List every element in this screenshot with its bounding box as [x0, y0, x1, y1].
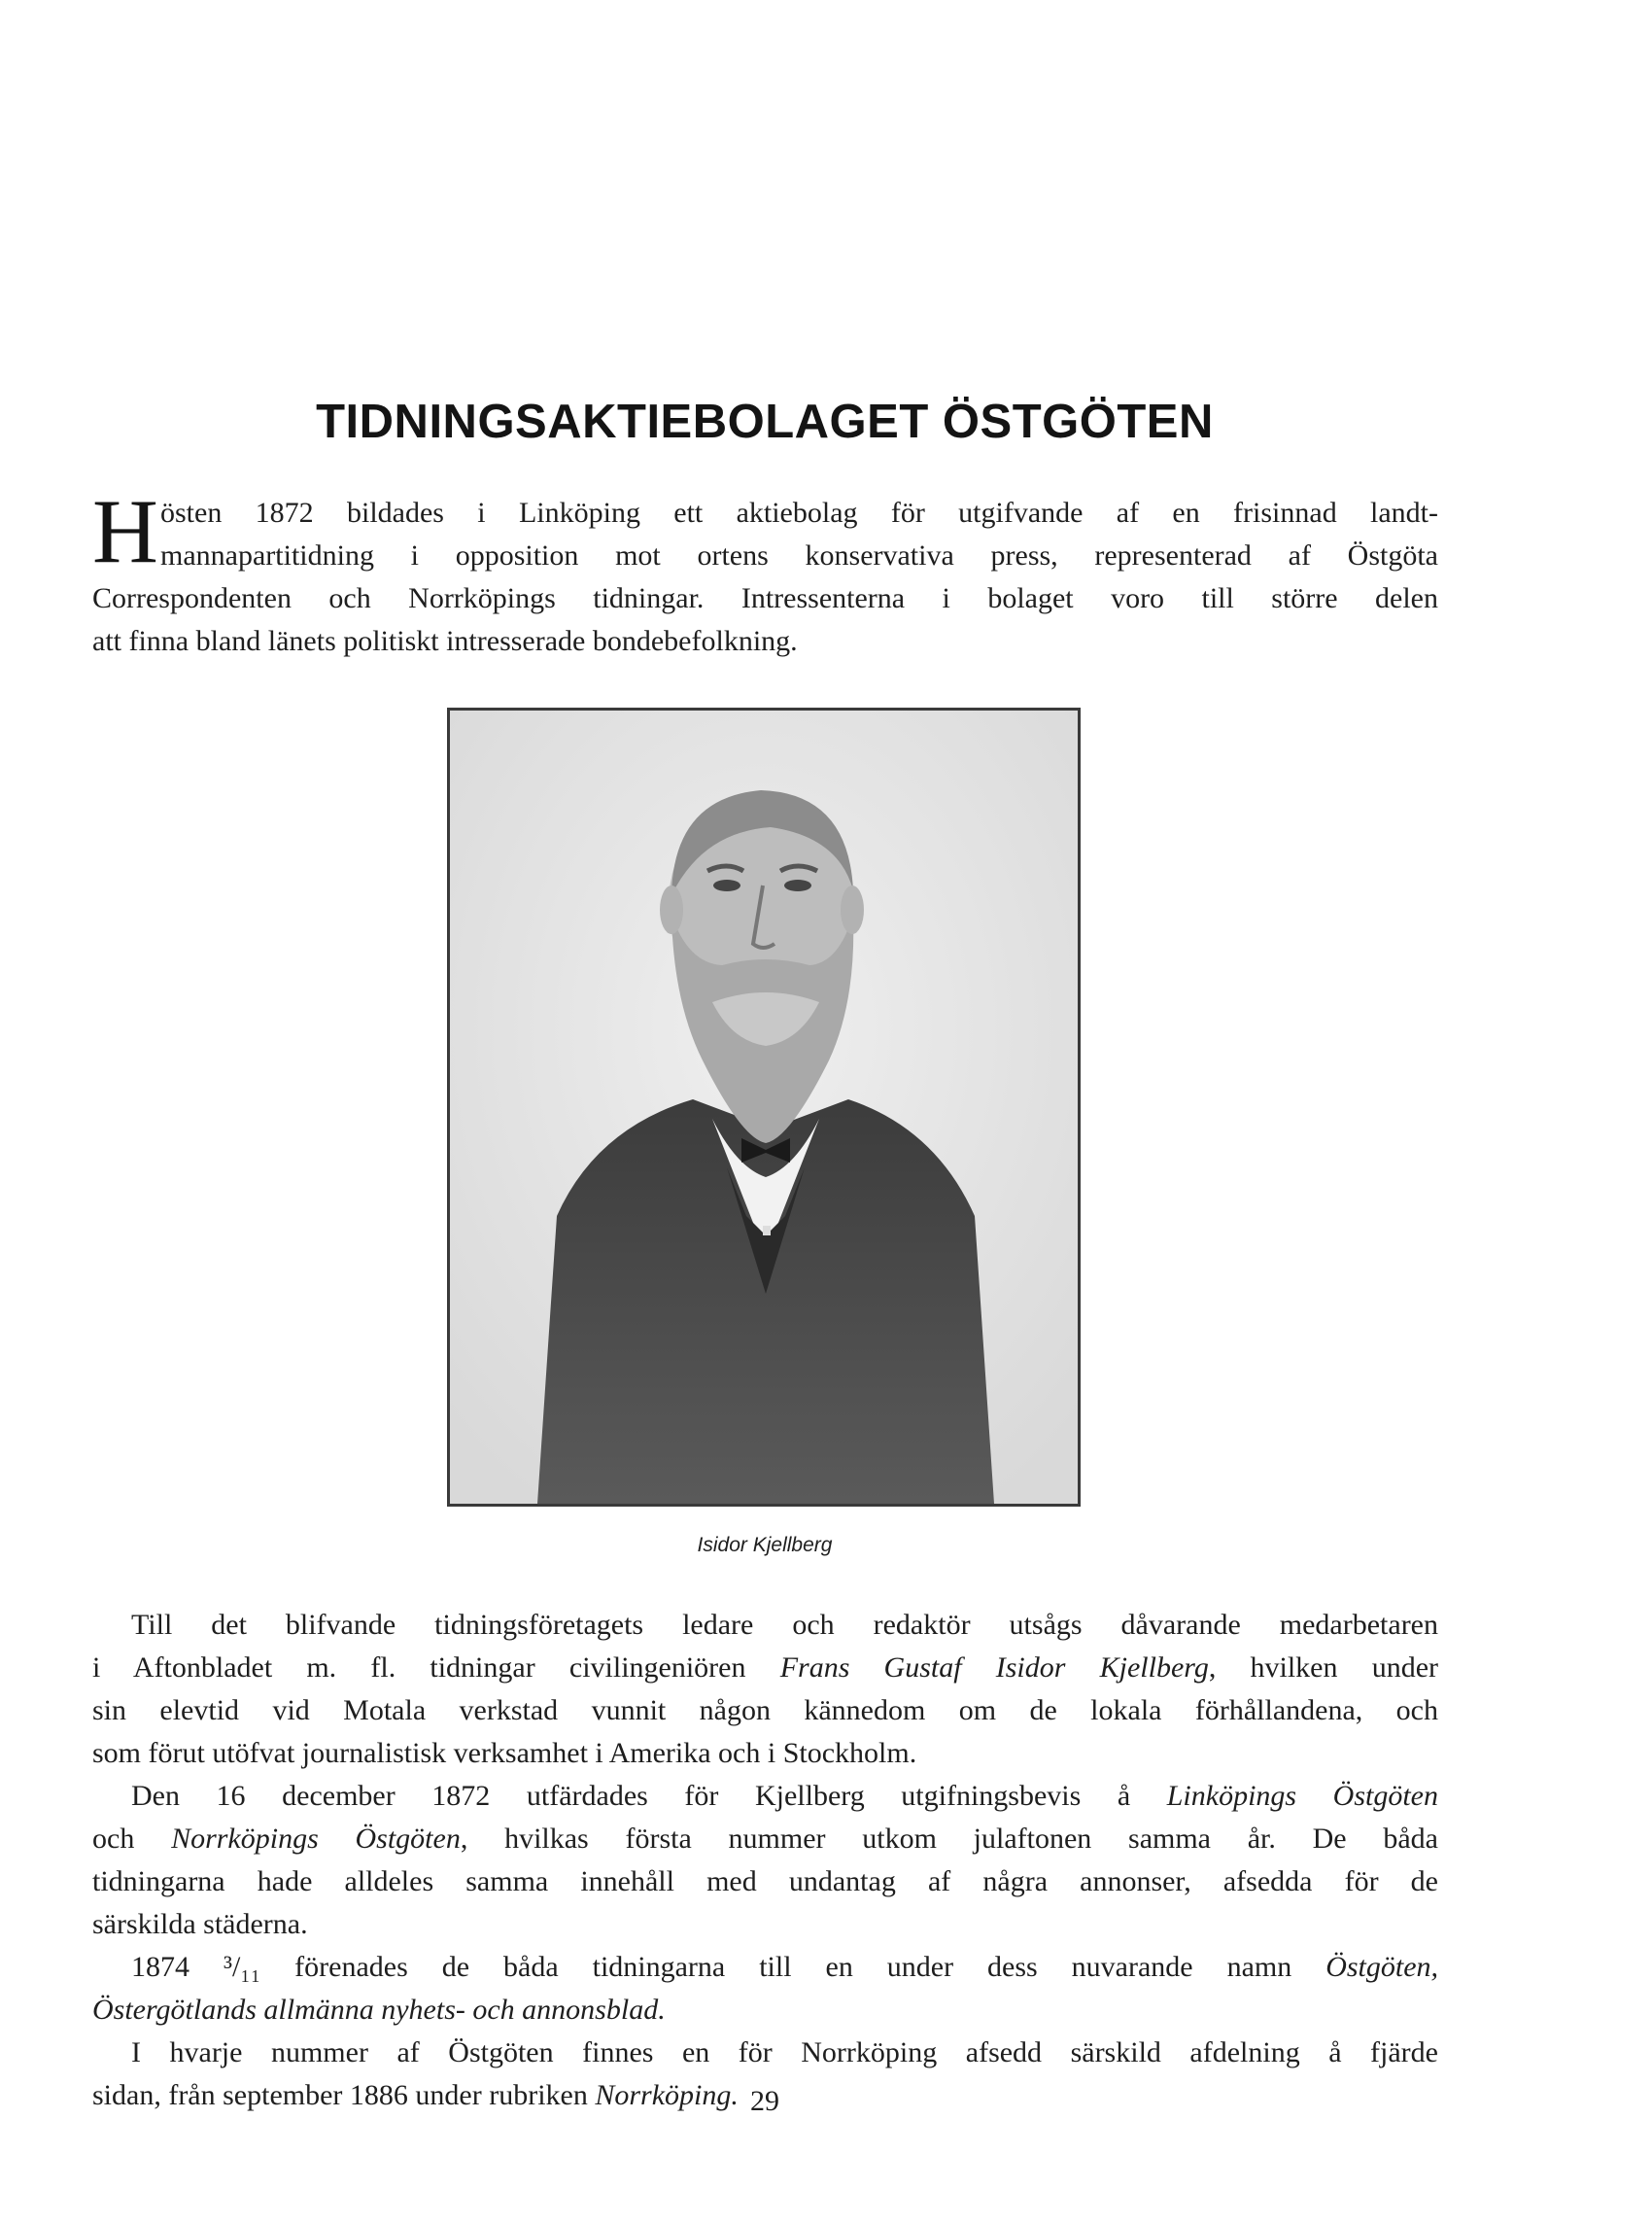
drop-cap: H	[92, 481, 158, 582]
portrait-photo	[447, 708, 1081, 1507]
p3-year: 1874	[131, 1951, 224, 1983]
p1-line-2-tail: , hvilken under	[1208, 1651, 1438, 1684]
p1-line-2-text: i Aftonbladet m. fl. tidningar civilingeniören	[92, 1651, 780, 1684]
p1-line-4: som förut utöfvat journalistisk verksamhet i Amerika och i Stockholm.	[92, 1737, 917, 1769]
p4-line-1: I hvarje nummer af Östgöten finnes en för Norrköping afsedd särskild afdelning å fjärde	[131, 2036, 1438, 2068]
intro-line-2: mannapartitidning i opposition mot ortens konservativa press, representerad af Östgöta	[160, 539, 1438, 572]
p3-line-1	[92, 1946, 1438, 1989]
section-title-norrkoping: Norrköping.	[595, 2079, 739, 2111]
person-name: Frans Gustaf Isidor Kjellberg	[779, 1651, 1209, 1684]
p2-line-2-tail: , hvilkas första nummer utkom julaftonen samma år. De båda	[460, 1823, 1438, 1855]
p3-line-1-text: förenades de båda tidningarna till en under dess nuvarande namn	[260, 1951, 1326, 1983]
intro-line-3: Correspondenten och Norrköpings tidningar. Intressenterna i bolaget voro till större delen	[92, 582, 1438, 614]
body-paragraphs	[92, 1604, 1438, 2117]
newspaper-title-norrkoping: Norrköpings Östgöten	[171, 1823, 461, 1855]
newspaper-subtitle: Östergötlands allmänna nyhets- och annonsblad.	[92, 1994, 666, 2026]
p3-line-2	[92, 1989, 1438, 2032]
p3-date-fraction: ³/₁₁	[223, 1951, 261, 1983]
intro-line-4: att finna bland länets politiskt intresserade bondebefolkning.	[92, 625, 798, 657]
p4-line-2-text: sidan, från september 1886 under rubriken	[92, 2079, 596, 2111]
photo-caption: Isidor Kjellberg	[697, 1534, 833, 1556]
p1-line-2	[92, 1647, 1438, 1689]
portrait-illustration	[450, 711, 1078, 1504]
page-number: 29	[750, 2085, 779, 2117]
p2-line-2-text: och	[92, 1823, 172, 1855]
intro-line-1: östen 1872 bildades i Linköping ett aktiebolag för utgifvande af en frisinnad landt-	[160, 497, 1438, 529]
p2-line-1	[92, 1775, 1438, 1818]
intro-paragraph	[92, 492, 1438, 663]
p2-line-3: tidningarna hade alldeles samma innehåll med undantag af några annonser, afsedda för de	[92, 1865, 1438, 1897]
p2-line-2	[92, 1818, 1438, 1860]
p2-line-1-text: Den 16 december 1872 utfärdades för Kjellberg utgifningsbevis å	[131, 1780, 1167, 1812]
newspaper-title-ostgoten: Östgöten,	[1325, 1951, 1439, 1983]
newspaper-title-linkoping: Linköpings Östgöten	[1166, 1780, 1438, 1812]
page-title: TIDNINGSAKTIEBOLAGET ÖSTGÖTEN	[316, 396, 1214, 448]
p2-line-4: särskilda städerna.	[92, 1908, 308, 1940]
p1-line-1: Till det blifvande tidningsföretagets ledare och redaktör utsågs dåvarande medarbetaren	[131, 1609, 1438, 1641]
p1-line-3: sin elevtid vid Motala verkstad vunnit någon kännedom om de lokala förhållandena, och	[92, 1694, 1438, 1726]
